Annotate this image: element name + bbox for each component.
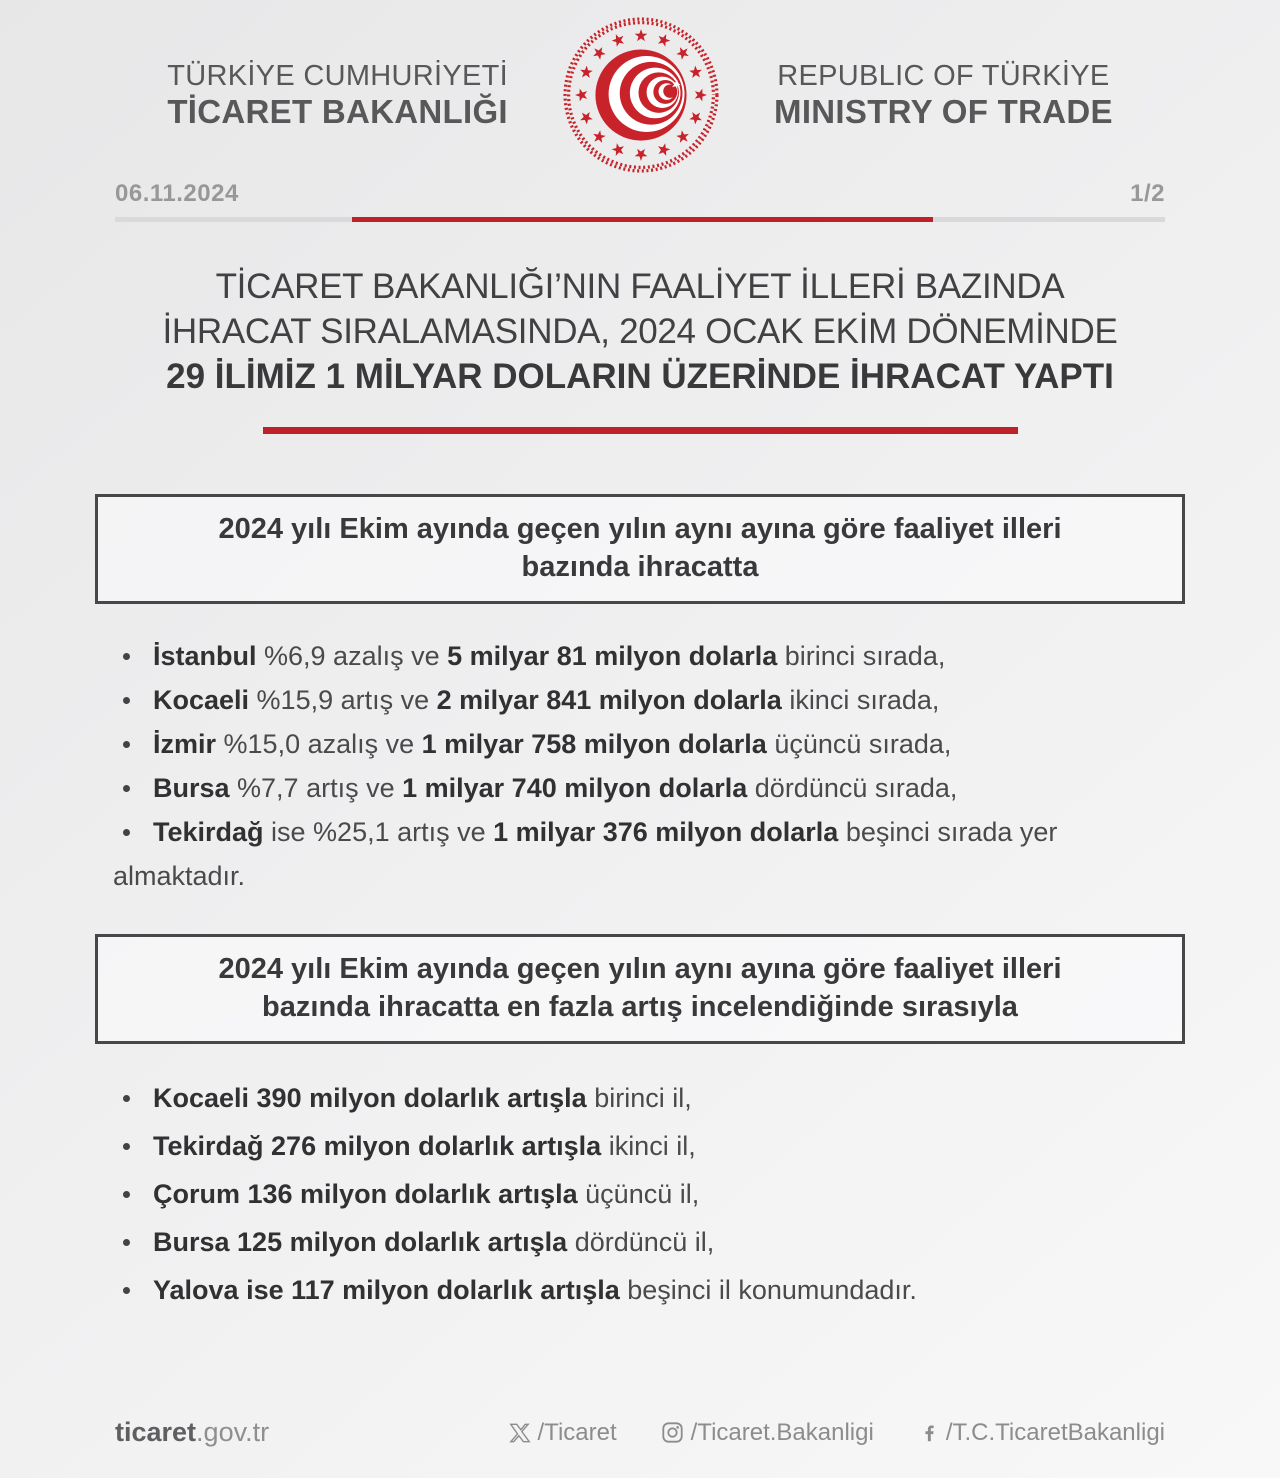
progress-bar	[115, 217, 1165, 222]
social-handle: /Ticaret	[537, 1418, 617, 1446]
bullet-icon	[123, 653, 130, 660]
bullet-icon	[123, 1191, 130, 1198]
list-item-text: Yalova ise 117 milyon dolarlık artışla beşinci il konumundadır.	[153, 1275, 917, 1305]
section2-list	[113, 1074, 1167, 1314]
title-line3: 29 İLİMİZ 1 MİLYAR DOLARIN ÜZERİNDE İHRACAT YAPTI	[166, 357, 1114, 396]
section2-heading-line2: bazında ihracatta en fazla artış incelendiğinde sırasıyla	[262, 991, 1018, 1023]
ministry-name-tr-line1: TÜRKİYE CUMHURİYETİ	[167, 60, 509, 92]
list-item	[113, 1218, 1167, 1266]
website-rest-part: .gov.tr	[196, 1417, 270, 1447]
bullet-icon	[123, 1143, 130, 1150]
website-link[interactable]	[115, 1417, 269, 1448]
section1-heading-line1: 2024 yılı Ekim ayında geçen yılın aynı ayına göre faaliyet illeri	[218, 513, 1062, 545]
ministry-of-trade-logo-icon	[560, 14, 722, 176]
section1-heading-box	[95, 494, 1185, 604]
bullet-icon	[123, 1287, 130, 1294]
bullet-icon	[123, 1095, 130, 1102]
x-icon	[509, 1422, 531, 1444]
list-item-text: Bursa 125 milyon dolarlık artışla dördüncü il,	[153, 1227, 715, 1257]
list-item	[113, 1122, 1167, 1170]
list-item	[113, 1170, 1167, 1218]
list-item	[113, 634, 1167, 678]
bullet-icon	[123, 1239, 130, 1246]
instagram-icon	[661, 1421, 684, 1444]
title-line1: TİCARET BAKANLIĞI’NIN FAALİYET İLLERİ BAZINDA	[215, 267, 1065, 306]
meta-row	[115, 180, 1165, 208]
ministry-name-turkish	[167, 59, 508, 131]
bullet-icon	[123, 829, 130, 836]
section2-heading-box	[95, 934, 1185, 1044]
list-item-text: Kocaeli 390 milyon dolarlık artışla birinci il,	[153, 1083, 692, 1113]
date-label: 06.11.2024	[115, 180, 239, 207]
social-link-facebook[interactable]	[918, 1419, 1165, 1447]
section1-list	[113, 634, 1167, 898]
progress-bar-fill	[352, 217, 933, 222]
ministry-name-en-line1: REPUBLIC OF TÜRKİYE	[777, 60, 1110, 92]
page-title	[0, 264, 1280, 399]
list-item	[113, 766, 1167, 810]
page-indicator: 1/2	[1130, 180, 1165, 207]
list-item-text: Bursa %7,7 artış ve 1 milyar 740 milyon dolarla dördüncü sırada,	[153, 773, 958, 803]
ministry-name-tr-line2: TİCARET BAKANLIĞI	[167, 93, 508, 130]
list-item	[113, 1074, 1167, 1122]
facebook-icon	[918, 1422, 939, 1443]
social-link-instagram[interactable]	[661, 1419, 874, 1447]
list-item-text: İzmir %15,0 azalış ve 1 milyar 758 milyon dolarla üçüncü sırada,	[153, 729, 952, 759]
list-item-text: Çorum 136 milyon dolarlık artışla üçüncü il,	[153, 1179, 700, 1209]
social-link-x[interactable]	[509, 1419, 617, 1447]
title-underline	[263, 427, 1018, 434]
footer	[0, 1417, 1280, 1478]
section2-heading-line1: 2024 yılı Ekim ayında geçen yılın aynı ayına göre faaliyet illeri	[218, 953, 1062, 985]
list-item-text: Tekirdağ ise %25,1 artış ve 1 milyar 376 milyon dolarla beşinci sırada yer almaktadır.	[113, 817, 1058, 891]
social-links	[509, 1419, 1166, 1447]
list-item	[113, 810, 1167, 898]
list-item-text: Tekirdağ 276 milyon dolarlık artışla ikinci il,	[153, 1131, 696, 1161]
section1-heading-line2: bazında ihracatta	[521, 551, 759, 583]
bullet-icon	[123, 785, 130, 792]
list-item-text: Kocaeli %15,9 artış ve 2 milyar 841 milyon dolarla ikinci sırada,	[153, 685, 940, 715]
social-handle: /Ticaret.Bakanligi	[690, 1418, 874, 1446]
website-bold-part: ticaret	[115, 1417, 197, 1447]
title-line2: İHRACAT SIRALAMASINDA, 2024 OCAK EKİM DÖNEMİNDE	[162, 312, 1118, 351]
list-item	[113, 722, 1167, 766]
list-item	[113, 1266, 1167, 1314]
bullet-icon	[123, 741, 130, 748]
ministry-name-en-line2: MINISTRY OF TRADE	[774, 93, 1113, 130]
list-item	[113, 678, 1167, 722]
social-handle: /T.C.TicaretBakanligi	[945, 1418, 1165, 1446]
header	[0, 14, 1280, 176]
ministry-name-english	[774, 59, 1113, 131]
list-item-text: İstanbul %6,9 azalış ve 5 milyar 81 milyon dolarla birinci sırada,	[153, 641, 946, 671]
bullet-icon	[123, 697, 130, 704]
